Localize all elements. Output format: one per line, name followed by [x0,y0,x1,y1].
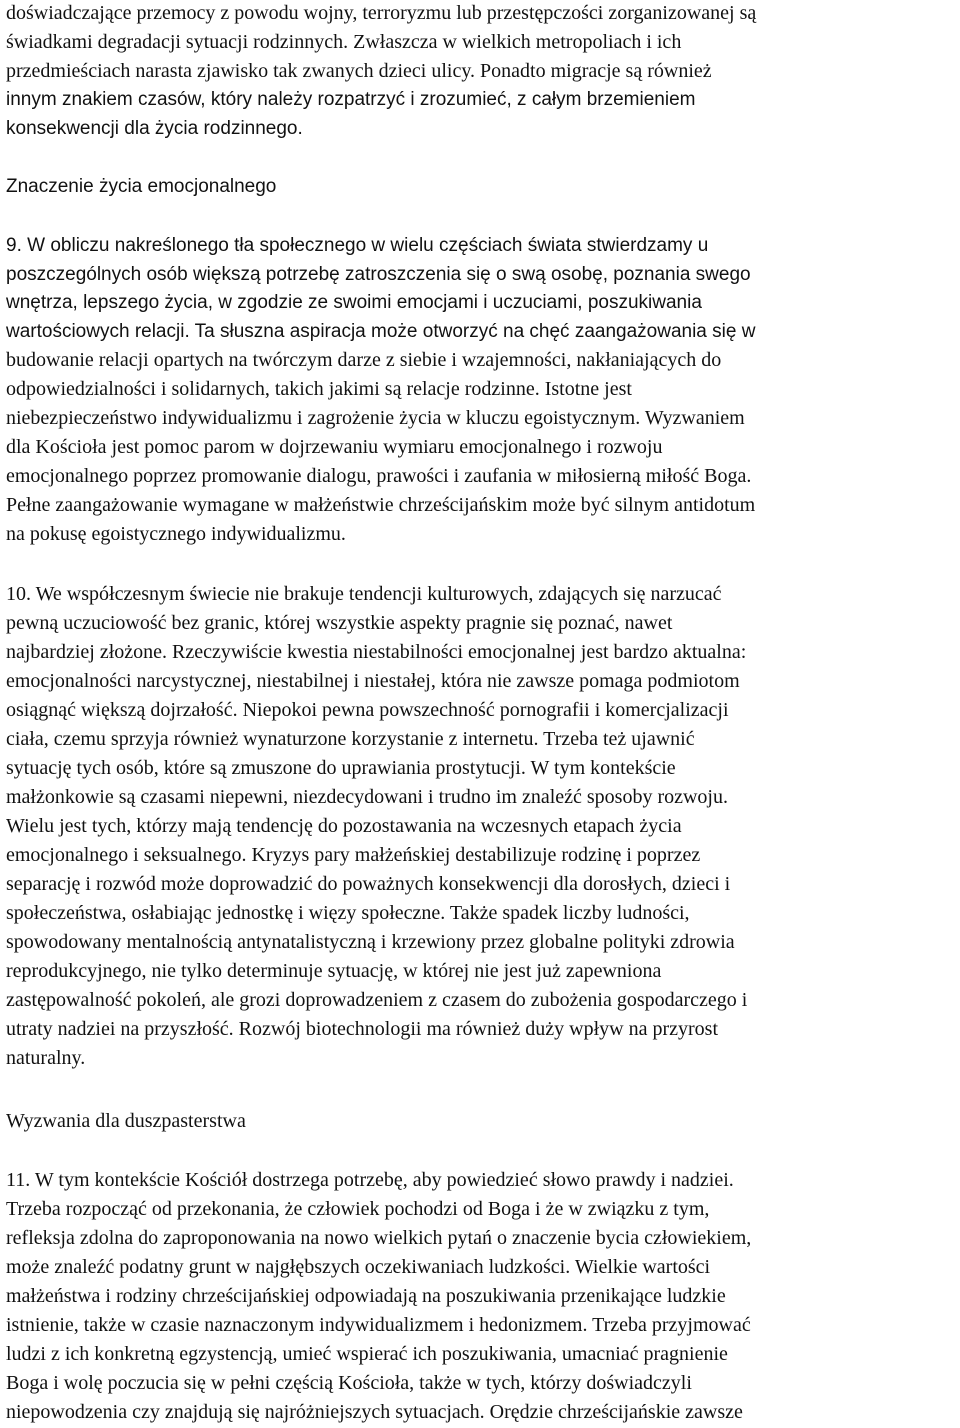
para10-line-17: naturalny. [6,1047,86,1069]
para10-line-10: emocjonalnego i seksualnego. Kryzys pary małżeńskiej destabilizuje rodzinę i poprzez [6,844,701,866]
para10-line-15: zastępowalność pokoleń, ale grozi doprowadzeniem z czasem do zubożenia gospodarczego i [6,989,748,1011]
intro-line-4: innym znakiem czasów, który należy rozpatrzyć i zrozumieć, z całym brzemieniem [6,89,696,110]
para9-line-11: na pokusę egoistycznego indywidualizmu. [6,523,346,545]
para10-line-16: utraty nadziei na przyszłość. Rozwój biotechnologii ma również duży wpływ na przyrost [6,1018,719,1040]
para10-line-13: spowodowany mentalnością antynatalistyczną i krzewiony przez globalne polityki zdrowia [6,931,735,953]
para11-line-6: istnienie, także w czasie naznaczonym indywidualizmem i hedonizmem. Trzeba przyjmować [6,1314,751,1336]
para9-line-8: dla Kościoła jest pomoc parom w dojrzewaniu wymiaru emocjonalnego i rozwoju [6,436,663,458]
para11-line-3: refleksja zdolna do zaproponowania na nowo wielkich pytań o znaczenie bycia człowiekiem, [6,1227,752,1249]
para11-line-9: niepowodzenia czy znajdują się najróżniejszych sytuacjach. Orędzie chrześcijańskie zawsze [6,1401,743,1423]
para9-line-4: wartościowych relacji. Ta słuszna aspiracja może otworzyć na chęć zaangażowania się w [6,321,756,342]
para11-line-7: ludzi z ich konkretną egzystencją, umieć wspierać ich poszukiwania, umacniać pragnienie [6,1343,728,1365]
para11-line-8: Boga i wolę poczucia się w pełni częścią Kościoła, także w tych, którzy doświadczyli [6,1372,692,1394]
section-heading-emotional-life: Znaczenie życia emocjonalnego [6,176,277,197]
para11-line-5: małżeństwa i rodziny chrześcijańskiej odpowiadają na poszukiwania przenikające ludzkie [6,1285,726,1307]
para10-line-3: najbardziej złożone. Rzeczywiście kwestia niestabilności emocjonalnej jest bardzo aktualna: [6,641,747,663]
para10-line-11: separację i rozwód może doprowadzić do poważnych konsekwencji dla dorosłych, dzieci i [6,873,731,895]
para10-line-4: emocjonalności narcystycznej, niestabilnej i niestałej, która nie zawsze pomaga podmiotom [6,670,740,692]
para10-line-2: pewną uczuciowość bez granic, której wszystkie aspekty pragnie się poznać, nawet [6,612,673,634]
para9-line-5: budowanie relacji opartych na twórczym darze z siebie i wzajemności, nakłaniających do [6,349,722,371]
para10-line-5: osiągnąć większą dojrzałość. Niepokoi pewna powszechność pornografii i komercjalizacji [6,699,729,721]
para10-line-14: reprodukcyjnego, nie tylko determinuje sytuację, w której nie jest już zapewniona [6,960,662,982]
intro-line-3: przedmieściach narasta zjawisko tak zwanych dzieci ulicy. Ponadto migracje są również [6,60,712,82]
intro-line-2: świadkami degradacji sytuacji rodzinnych. Zwłaszcza w wielkich metropoliach i ich [6,31,682,53]
para10-line-8: małżonkowie są czasami niepewni, niezdecydowani i trudno im znaleźć sposoby rozwoju. [6,786,728,808]
para9-line-7: niebezpieczeństwo indywidualizmu i zagrożenie życia w kluczu egoistycznym. Wyzwaniem [6,407,745,429]
para9-line-3: wnętrza, lepszego życia, w zgodzie ze swoimi emocjami i uczuciami, poszukiwania [6,292,702,313]
para10-line-7: sytuację tych osób, które są zmuszone do uprawiania prostytucji. W tym kontekście [6,757,676,779]
para9-line-2: poszczególnych osób większą potrzebę zatroszczenia się o swą osobę, poznania swego [6,264,751,285]
para10-line-9: Wielu jest tych, którzy mają tendencję do pozostawania na wczesnych etapach życia [6,815,682,837]
intro-line-5: konsekwencji dla życia rodzinnego. [6,118,303,139]
para11-line-1: 11. W tym kontekście Kościół dostrzega potrzebę, aby powiedzieć słowo prawdy i nadziei. [6,1169,734,1191]
para10-line-1: 10. We współczesnym świecie nie brakuje tendencji kulturowych, zdających się narzucać [6,583,722,605]
para9-line-1: 9. W obliczu nakreślonego tła społecznego w wielu częściach świata stwierdzamy u [6,235,709,256]
para9-line-10: Pełne zaangażowanie wymagane w małżeństwie chrześcijańskim może być silnym antidotum [6,494,756,516]
para11-line-4: może znaleźć podatny grunt w najgłębszych oczekiwaniach ludzkości. Wielkie wartości [6,1256,711,1278]
para11-line-2: Trzeba rozpocząć od przekonania, że człowiek pochodzi od Boga i że w związku z tym, [6,1198,710,1220]
intro-line-1: doświadczające przemocy z powodu wojny, terroryzmu lub przestępczości zorganizowanej są [6,2,757,24]
para10-line-6: ciała, czemu sprzyja również wynaturzone korzystanie z internetu. Trzeba też ujawnić [6,728,695,750]
para10-line-12: społeczeństwa, osłabiając jednostkę i więzy społeczne. Także spadek liczby ludności, [6,902,690,924]
para9-line-9: emocjonalnego poprzez promowanie dialogu, prawości i zaufania w miłosierną miłość Boga. [6,465,752,487]
section-heading-pastoral-challenges: Wyzwania dla duszpasterstwa [6,1110,246,1132]
para9-line-6: odpowiedzialności i solidarnych, takich jakimi są relacje rodzinne. Istotne jest [6,378,632,400]
